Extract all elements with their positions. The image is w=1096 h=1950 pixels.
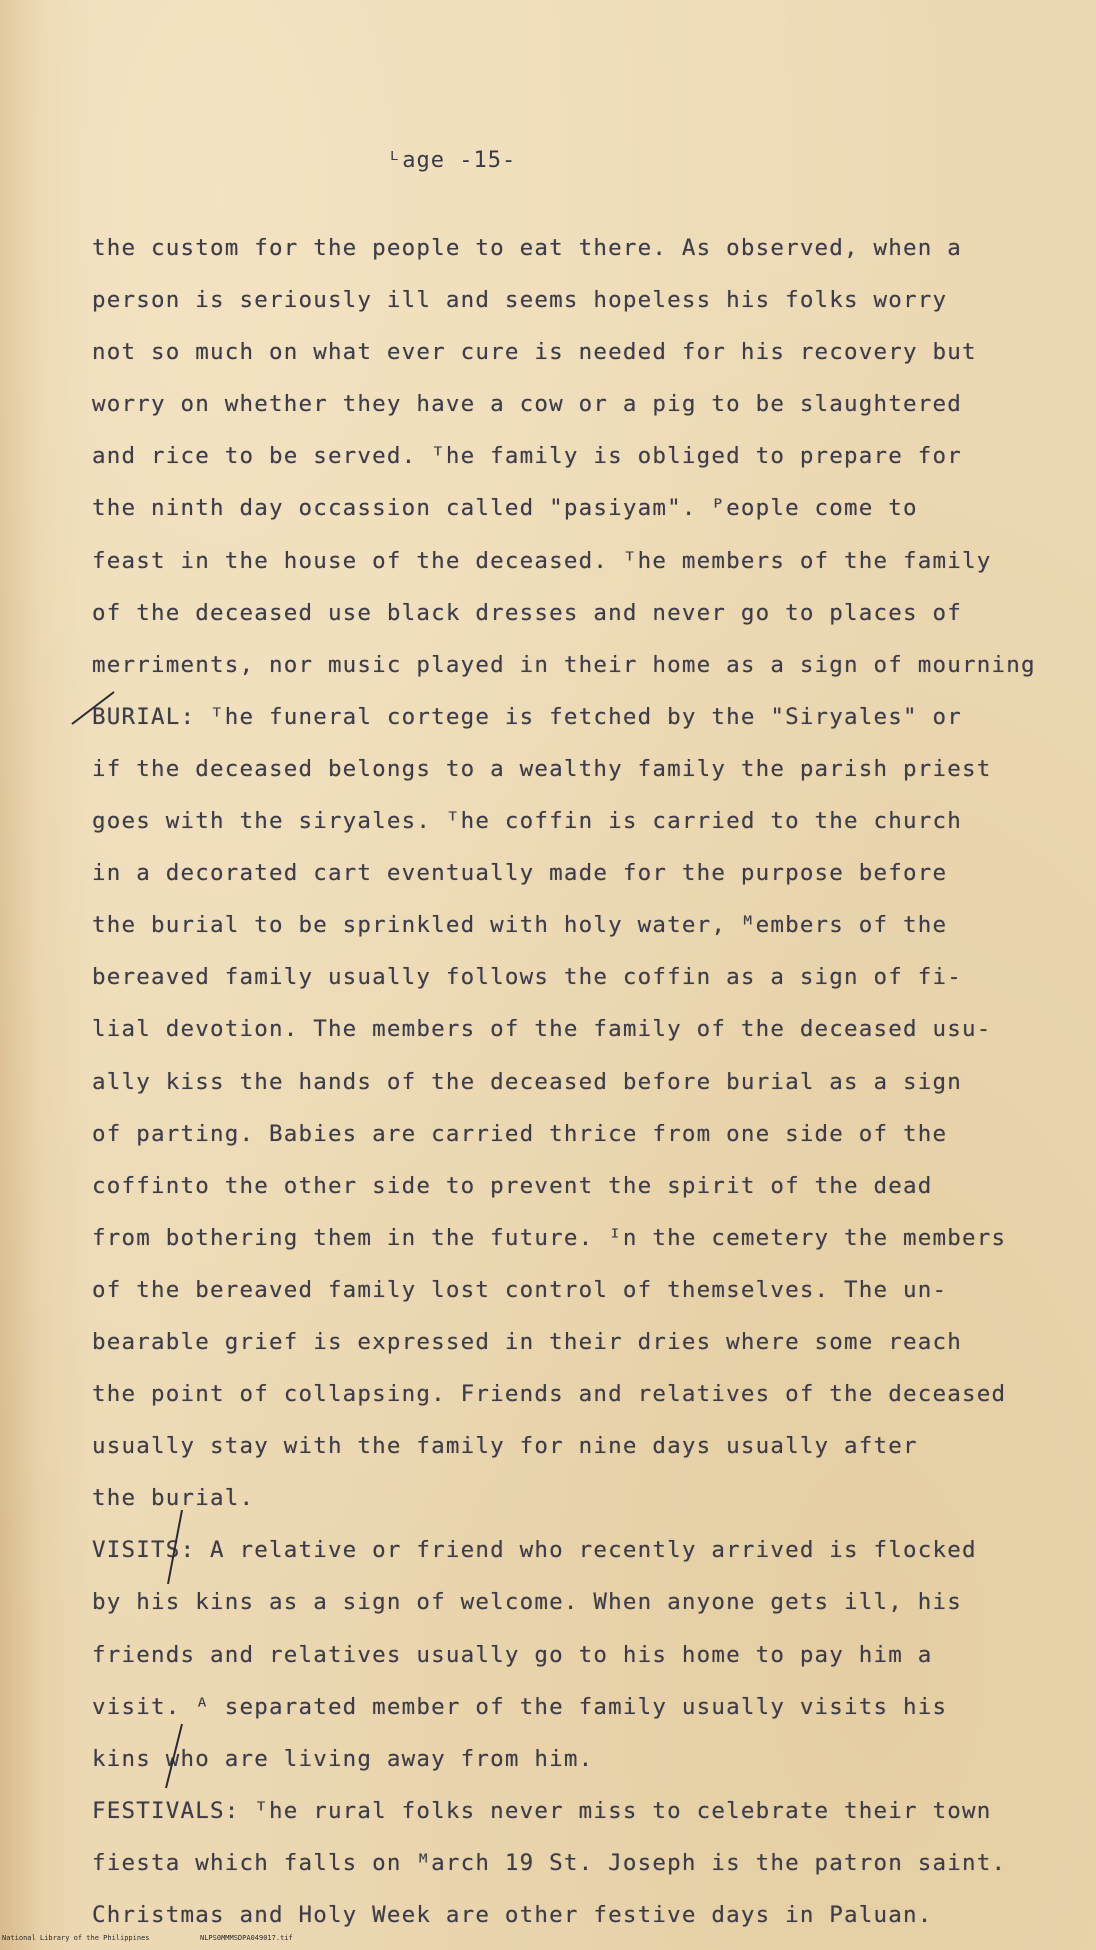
text-line: person is seriously ill and seems hopeless his folks worry	[92, 287, 948, 314]
text-line: Christmas and Holy Week are other festive days in Paluan.	[92, 1902, 933, 1928]
text-line: the burial.	[92, 1485, 255, 1512]
page-number: ᴸage -15-	[388, 148, 517, 173]
section-heading-festivals-line: FESTIVALS: ᵀhe rural folks never miss to celebrate their town	[92, 1797, 992, 1824]
text-line: the burial to be sprinkled with holy water, ᴹembers of the	[92, 912, 948, 939]
text-line: friends and relatives usually go to his home to pay him a	[92, 1641, 933, 1668]
text-line: coffinto the other side to prevent the spirit of the dead	[92, 1172, 933, 1199]
text-line: bereaved family usually follows the coffin as a sign of fi-	[92, 964, 963, 991]
scan-file-code: NLPS0MMMSDPA049017.tif	[200, 1934, 293, 1942]
archive-footer	[0, 1934, 1096, 1946]
text-line: ally kiss the hands of the deceased before burial as a sign	[92, 1068, 963, 1095]
text-line: of the bereaved family lost control of themselves. The un-	[92, 1276, 948, 1303]
text-line: worry on whether they have a cow or a pig to be slaughtered	[92, 391, 963, 418]
text-line: kins who are living away from him.	[92, 1745, 594, 1772]
text-line: not so much on what ever cure is needed for his recovery but	[92, 339, 977, 366]
text-line: of the deceased use black dresses and never go to places of	[92, 599, 963, 626]
text-line: usually stay with the family for nine days usually after	[92, 1433, 918, 1460]
text-line: bearable grief is expressed in their dries where some reach	[92, 1328, 963, 1355]
text-line: from bothering them in the future. ᴵn the cemetery the members	[92, 1224, 1007, 1251]
text-line: if the deceased belongs to a wealthy family the parish priest	[92, 755, 992, 782]
text-line: the custom for the people to eat there. As observed, when a	[92, 235, 963, 261]
text-line: and rice to be served. ᵀhe family is obliged to prepare for	[92, 443, 963, 470]
text-line: the ninth day occassion called "pasiyam". ᴾeople come to	[92, 495, 918, 522]
text-line: fiesta which falls on ᴹarch 19 St. Joseph is the patron saint.	[92, 1849, 1007, 1876]
text-line: by his kins as a sign of welcome. When anyone gets ill, his	[92, 1589, 963, 1616]
text-line: goes with the siryales. ᵀhe coffin is carried to the church	[92, 808, 963, 835]
section-heading-visits-line: VISITS: A relative or friend who recently arrived is flocked	[92, 1537, 977, 1564]
text-line: visit. ᴬ separated member of the family usually visits his	[92, 1693, 948, 1720]
section-heading-burial-line: BURIAL: ᵀhe funeral cortege is fetched by the "Siryales" or	[92, 703, 963, 730]
text-line: in a decorated cart eventually made for the purpose before	[92, 860, 948, 887]
text-line: the point of collapsing. Friends and relatives of the deceased	[92, 1381, 1007, 1408]
library-credit: National Library of the Philippines	[2, 1934, 150, 1942]
text-line: merriments, nor music played in their home as a sign of mourning	[92, 651, 1036, 678]
text-line: feast in the house of the deceased. ᵀhe members of the family	[92, 547, 992, 574]
text-line: lial devotion. The members of the family of the deceased usu-	[92, 1016, 992, 1043]
text-line: of parting. Babies are carried thrice from one side of the	[92, 1120, 948, 1147]
document-body	[92, 222, 1082, 1941]
